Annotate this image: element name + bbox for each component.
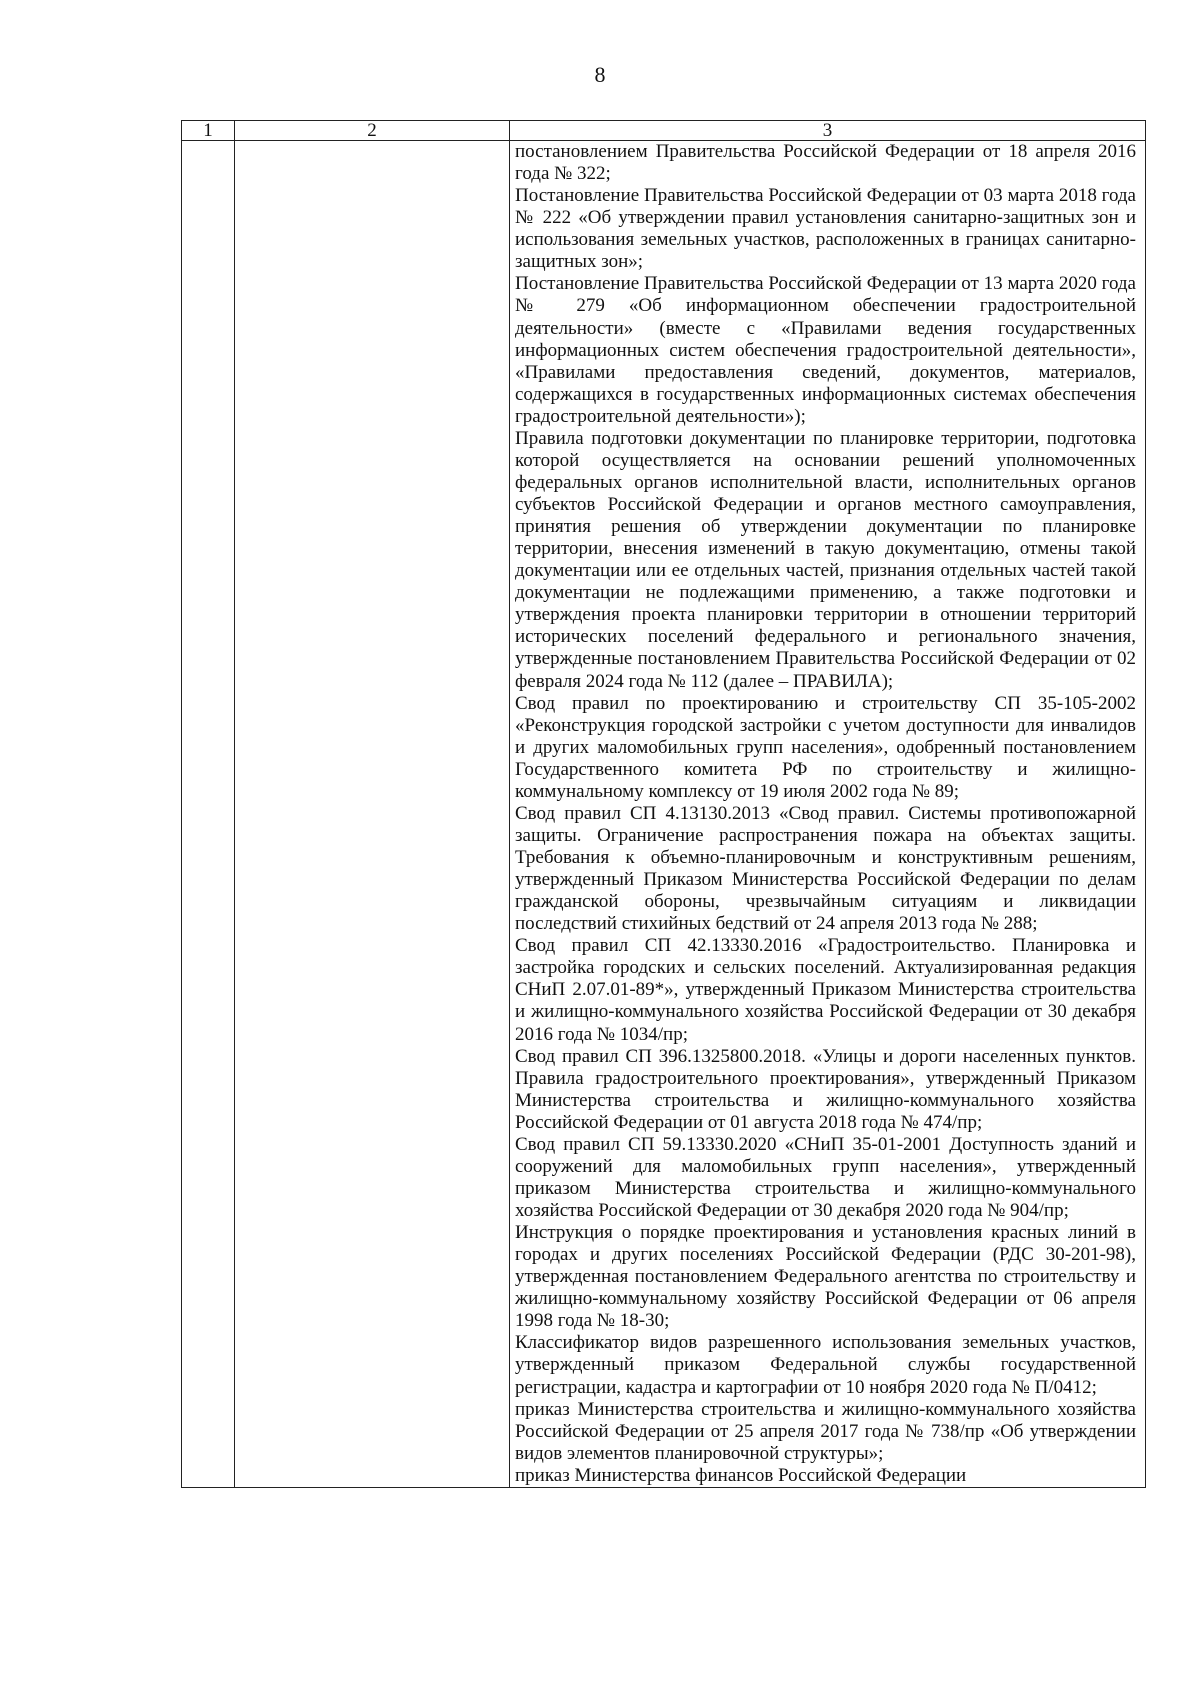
column-header-3: 3 [510, 121, 1146, 141]
paragraph: Классификатор видов разрешенного использования земельных участков, утвержденный приказом Федеральной службы государственной регистрации, кадастра и картографии от 10 ноября 2020 года № П/0412; [515, 1332, 1136, 1398]
paragraph: Свод правил СП 42.13330.2016 «Градостроительство. Планировка и застройка городских и сельских поселений. Актуализированная редакция СНиП 2.07.01-89*», утвержденный Приказом Министерства строительства и жилищно-коммунального хозяйства Российской Федерации от 30 декабря 2016 года № 1034/пр; [515, 935, 1136, 1045]
paragraph: Правила подготовки документации по планировке территории, подготовка которой осуществляется на основании решений уполномоченных федеральных органов исполнительной власти, исполнительных органов субъектов Российской Федерации и органов местного самоуправления, принятия решения об утверждении документации по планировке территории, внесения изменений в такую документацию, отмены такой документации или ее отдельных частей, признания отдельных частей такой документации не подлежащими применению, а также подготовки и утверждения проекта планировки территории в отношении территорий исторических поселений федерального и регионального значения, утвержденные постановлением Правительства Российской Федерации от 02 февраля 2024 года № 112 (далее – ПРАВИЛА); [515, 427, 1136, 692]
table-row [182, 141, 1146, 1488]
paragraph: Свод правил СП 396.1325800.2018. «Улицы и дороги населенных пунктов. Правила градостроительного проектирования», утвержденный Приказом Министерства строительства и жилищно-коммунального хозяйства Российской Федерации от 01 августа 2018 года № 474/пр; [515, 1045, 1136, 1133]
paragraph: постановлением Правительства Российской Федерации от 18 апреля 2016 года № 322; [515, 141, 1136, 185]
paragraph: Свод правил по проектированию и строительству СП 35-105-2002 «Реконструкция городской застройки с учетом доступности для инвалидов и других маломобильных групп населения», одобренный постановлением Государственного комитета РФ по строительству и жилищно-коммунальному комплексу от 19 июля 2002 года № 89; [515, 692, 1136, 802]
paragraph: Свод правил СП 59.13330.2020 «СНиП 35-01-2001 Доступность зданий и сооружений для маломобильных групп населения», утвержденный приказом Министерства строительства и жилищно-коммунального хозяйства Российской Федерации от 30 декабря 2020 года № 904/пр; [515, 1133, 1136, 1221]
column-header-2: 2 [235, 121, 510, 141]
paragraph: Инструкция о порядке проектирования и установления красных линий в городах и других поселениях Российской Федерации (РДС 30-201-98), утвержденная постановлением Федерального агентства по строительству и жилищно-коммунальному хозяйству Российской Федерации от 06 апреля 1998 года № 18-30; [515, 1222, 1136, 1332]
paragraph: приказ Министерства строительства и жилищно-коммунального хозяйства Российской Федерации от 25 апреля 2017 года № 738/пр «Об утверждении видов элементов планировочной структуры»; [515, 1398, 1136, 1464]
table-header-row [182, 121, 1146, 141]
paragraph: Свод правил СП 4.13130.2013 «Свод правил. Системы противопожарной защиты. Ограничение распространения пожара на объектах защиты. Требования к объемно-планировочным и конструктивным решениям, утвержденный Приказом Министерства Российской Федерации по делам гражданской обороны, чрезвычайным ситуациям и ликвидации последствий стихийных бедствий от 24 апреля 2013 года № 288; [515, 802, 1136, 935]
paragraph: Постановление Правительства Российской Федерации от 03 марта 2018 года № 222 «Об утверждении правил установления санитарно-защитных зон и использования земельных участков, расположенных в границах санитарно-защитных зон»; [515, 185, 1136, 273]
paragraph: Постановление Правительства Российской Федерации от 13 марта 2020 года № 279 «Об информационном обеспечении градостроительной деятельности» (вместе с «Правилами ведения государственных информационных систем обеспечения градостроительной деятельности», «Правилами предоставления сведений, документов, материалов, содержащихся в государственных информационных системах обеспечения градостроительной деятельности»); [515, 273, 1136, 427]
column-header-1: 1 [182, 121, 235, 141]
cell-column-3 [510, 141, 1146, 1488]
cell-column-1 [182, 141, 235, 1488]
document-table [181, 120, 1146, 1488]
page-number: 8 [594, 62, 606, 87]
paragraph: приказ Министерства финансов Российской Федерации [515, 1464, 967, 1486]
cell-column-2 [235, 141, 510, 1488]
